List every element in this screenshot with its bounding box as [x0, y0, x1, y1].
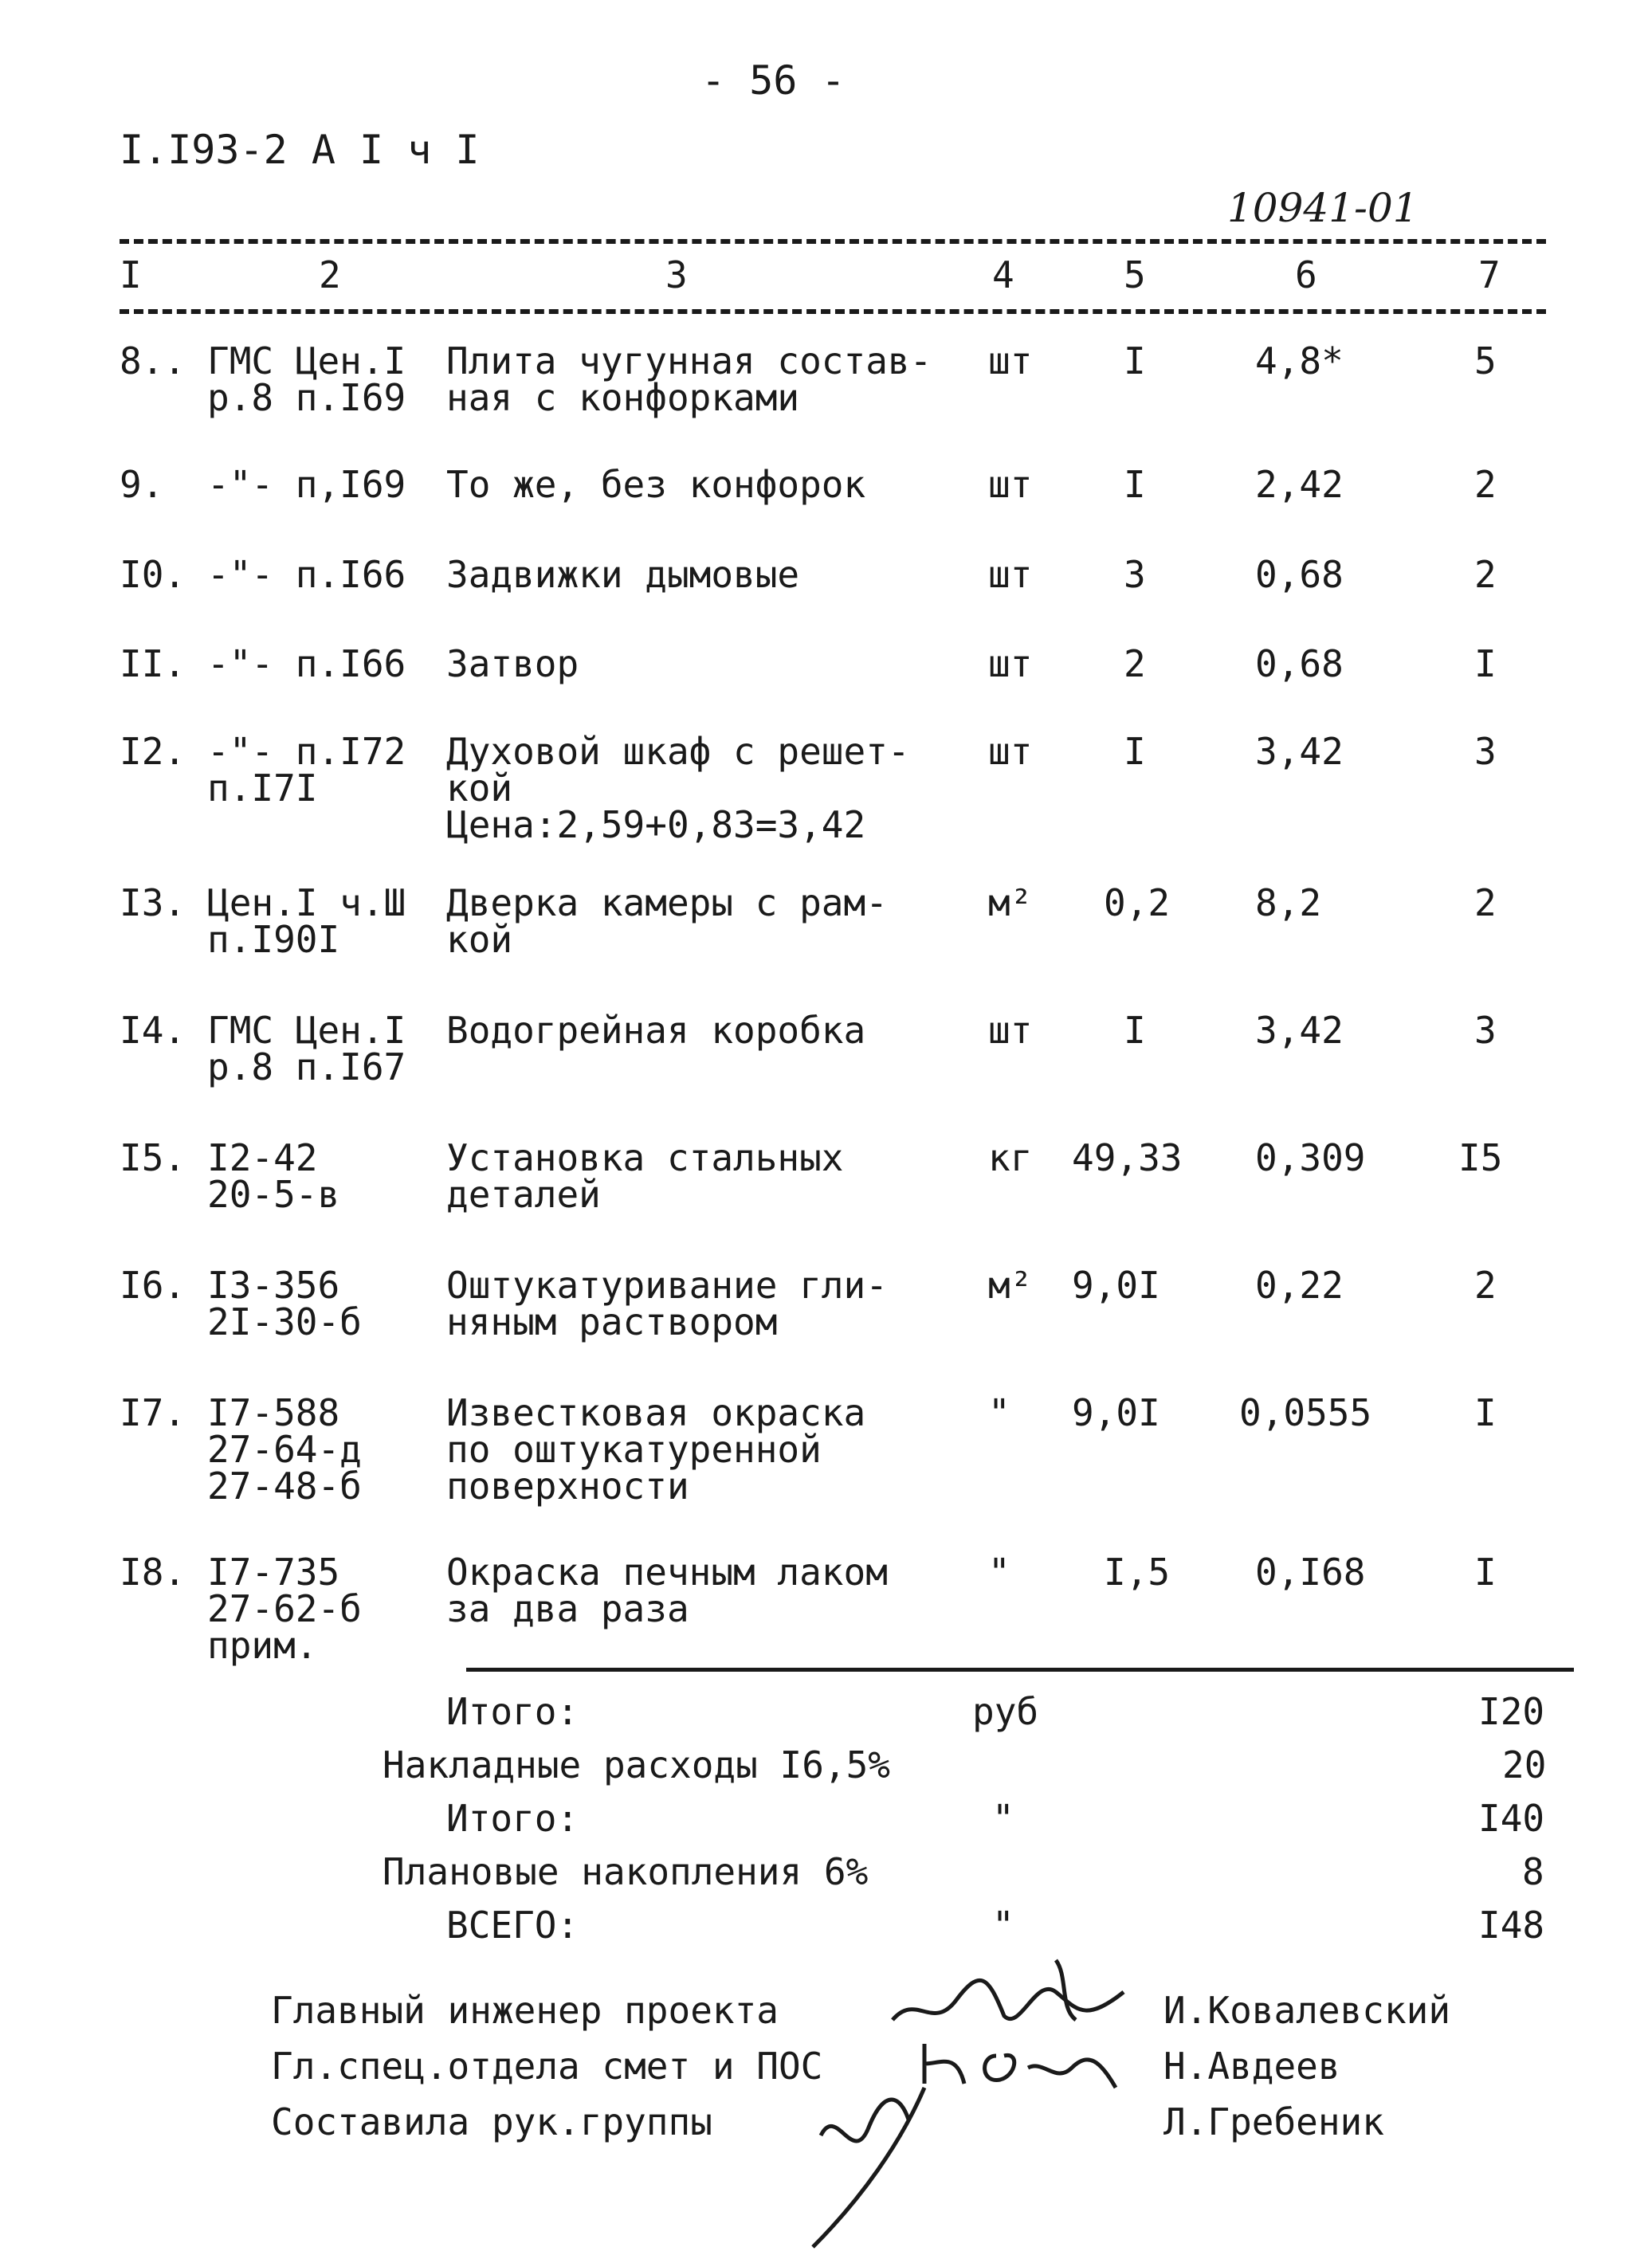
- row-unit: кг: [988, 1136, 1033, 1179]
- row-description: Цена:2,59+0,83=3,42: [446, 803, 866, 846]
- column-header: 4: [992, 253, 1014, 296]
- row-quantity: 2: [1124, 642, 1146, 685]
- signature-role: Гл.спец.отдела смет и ПОС: [271, 2045, 823, 2088]
- signature-role: Составила рук.группы: [271, 2100, 712, 2143]
- row-description: Водогрейная коробка: [446, 1009, 866, 1052]
- row-sum: I: [1474, 1551, 1497, 1594]
- row-quantity: I,5: [1104, 1551, 1171, 1594]
- row-reference: I7-735: [207, 1551, 340, 1594]
- row-price: 3,42: [1255, 1009, 1344, 1052]
- row-unit: шт: [988, 463, 1033, 506]
- row-sum: 3: [1474, 1009, 1497, 1052]
- column-header: I: [120, 253, 142, 296]
- planned-savings-label: Плановые накопления 6%: [383, 1850, 869, 1893]
- row-unit: ": [988, 1391, 1010, 1434]
- grand-total-unit: ": [992, 1904, 1014, 1947]
- grand-total-value: I48: [1478, 1904, 1545, 1947]
- row-quantity: 9,0I: [1072, 1264, 1160, 1307]
- row-number: 9.: [120, 463, 164, 506]
- row-number: I3.: [120, 881, 186, 924]
- table-top-rule: [120, 239, 1546, 244]
- row-sum: 5: [1474, 339, 1497, 382]
- row-sum: 2: [1474, 881, 1497, 924]
- row-quantity: 49,33: [1072, 1136, 1183, 1179]
- row-quantity: I: [1124, 463, 1146, 506]
- row-reference: 27-48-б: [207, 1465, 362, 1508]
- signature-role: Главный инженер проекта: [271, 1989, 779, 2032]
- row-description: кой: [446, 767, 513, 810]
- row-number: I2.: [120, 730, 186, 773]
- row-reference: Цен.I ч.Ш: [207, 881, 406, 924]
- row-description: Духовой шкаф с решет-: [446, 730, 910, 773]
- row-price: 8,2: [1255, 881, 1322, 924]
- row-reference: ГМС Цен.I: [207, 1009, 406, 1052]
- row-price: 0,I68: [1255, 1551, 1366, 1594]
- row-reference: п.I7I: [207, 767, 318, 810]
- row-price: 4,8*: [1255, 339, 1344, 382]
- row-reference: -"- п,I69: [207, 463, 406, 506]
- row-unit: шт: [988, 339, 1033, 382]
- row-number: I4.: [120, 1009, 186, 1052]
- total-unit: руб: [972, 1690, 1039, 1733]
- row-unit: м²: [988, 881, 1033, 924]
- row-description: за два раза: [446, 1587, 689, 1630]
- total-value: I20: [1478, 1690, 1545, 1733]
- row-price: 0,309: [1255, 1136, 1366, 1179]
- row-sum: I: [1474, 1391, 1497, 1434]
- row-unit: ": [988, 1551, 1010, 1594]
- row-sum: 2: [1474, 553, 1497, 596]
- column-header: 3: [665, 253, 688, 296]
- row-reference: прим.: [207, 1624, 318, 1667]
- table-header-rule: [120, 309, 1546, 314]
- document-code: I.I93-2 A I ч I: [120, 127, 480, 173]
- row-reference: I2-42: [207, 1136, 318, 1179]
- row-sum: 2: [1474, 463, 1497, 506]
- row-description: поверхности: [446, 1465, 689, 1508]
- row-quantity: 9,0I: [1072, 1391, 1160, 1434]
- row-description: деталей: [446, 1173, 601, 1216]
- signature-name: И.Ковалевский: [1163, 1989, 1451, 2032]
- row-price: 2,42: [1255, 463, 1344, 506]
- row-description: Дверка камеры с рам-: [446, 881, 888, 924]
- column-header: 6: [1295, 253, 1317, 296]
- row-number: I6.: [120, 1264, 186, 1307]
- row-description: Установка стальных: [446, 1136, 844, 1179]
- signature-name: Н.Авдеев: [1163, 2045, 1340, 2088]
- row-description: Оштукатуривание гли-: [446, 1264, 888, 1307]
- totals-rule: [466, 1668, 1574, 1672]
- row-sum: 3: [1474, 730, 1497, 773]
- row-description: То же, без конфорок: [446, 463, 866, 506]
- row-reference: ГМС Цен.I: [207, 339, 406, 382]
- row-description: кой: [446, 918, 513, 961]
- row-description: ная с конфорками: [446, 376, 800, 419]
- row-quantity: 3: [1124, 553, 1146, 596]
- row-reference: 2I-30-б: [207, 1300, 362, 1343]
- row-reference: 20-5-в: [207, 1173, 340, 1216]
- row-description: Задвижки дымовые: [446, 553, 800, 596]
- row-reference: р.8 п.I69: [207, 376, 406, 419]
- row-reference: -"- п.I66: [207, 642, 406, 685]
- row-reference: 27-62-б: [207, 1587, 362, 1630]
- handwritten-number: 10941-01: [1227, 185, 1419, 231]
- row-reference: I7-588: [207, 1391, 340, 1434]
- column-header: 2: [319, 253, 341, 296]
- total-label: Итого:: [446, 1690, 579, 1733]
- row-sum: 2: [1474, 1264, 1497, 1307]
- row-description: Известковая окраска: [446, 1391, 866, 1434]
- row-sum: I5: [1458, 1136, 1503, 1179]
- row-reference: I3-356: [207, 1264, 340, 1307]
- row-number: II.: [120, 642, 186, 685]
- row-unit: шт: [988, 730, 1033, 773]
- row-quantity: I: [1124, 1009, 1146, 1052]
- row-price: 0,68: [1255, 642, 1344, 685]
- row-description: Затвор: [446, 642, 579, 685]
- row-number: 8..: [120, 339, 186, 382]
- row-unit: шт: [988, 553, 1033, 596]
- planned-savings-value: 8: [1522, 1850, 1544, 1893]
- row-price: 0,68: [1255, 553, 1344, 596]
- column-header: 7: [1478, 253, 1501, 296]
- overhead-value: 20: [1502, 1743, 1547, 1786]
- row-sum: I: [1474, 642, 1497, 685]
- row-price: 0,22: [1255, 1264, 1344, 1307]
- row-reference: п.I90I: [207, 918, 340, 961]
- row-reference: -"- п.I72: [207, 730, 406, 773]
- signature-name: Л.Гребеник: [1163, 2100, 1384, 2143]
- row-unit: шт: [988, 642, 1033, 685]
- row-reference: -"- п.I66: [207, 553, 406, 596]
- row-number: I0.: [120, 553, 186, 596]
- row-description: Плита чугунная состав-: [446, 339, 932, 382]
- row-number: I5.: [120, 1136, 186, 1179]
- row-number: I7.: [120, 1391, 186, 1434]
- row-unit: м²: [988, 1264, 1033, 1307]
- row-reference: 27-64-д: [207, 1428, 362, 1471]
- grand-total-label: ВСЕГО:: [446, 1904, 579, 1947]
- row-price: 3,42: [1255, 730, 1344, 773]
- row-quantity: I: [1124, 730, 1146, 773]
- subtotal-value: I40: [1478, 1797, 1545, 1840]
- row-quantity: I: [1124, 339, 1146, 382]
- column-header: 5: [1124, 253, 1146, 296]
- handwritten-signature-3: [789, 2072, 964, 2251]
- subtotal-unit: ": [992, 1797, 1014, 1840]
- row-number: I8.: [120, 1551, 186, 1594]
- row-quantity: 0,2: [1104, 881, 1171, 924]
- row-description: по оштукатуренной: [446, 1428, 822, 1471]
- page-number: - 56 -: [701, 57, 846, 104]
- row-unit: шт: [988, 1009, 1033, 1052]
- overhead-label: Накладные расходы I6,5%: [383, 1743, 890, 1786]
- row-description: няным раствором: [446, 1300, 778, 1343]
- subtotal-label: Итого:: [446, 1797, 579, 1840]
- row-price: 0,0555: [1239, 1391, 1372, 1434]
- row-description: Окраска печным лаком: [446, 1551, 888, 1594]
- row-reference: р.8 п.I67: [207, 1045, 406, 1088]
